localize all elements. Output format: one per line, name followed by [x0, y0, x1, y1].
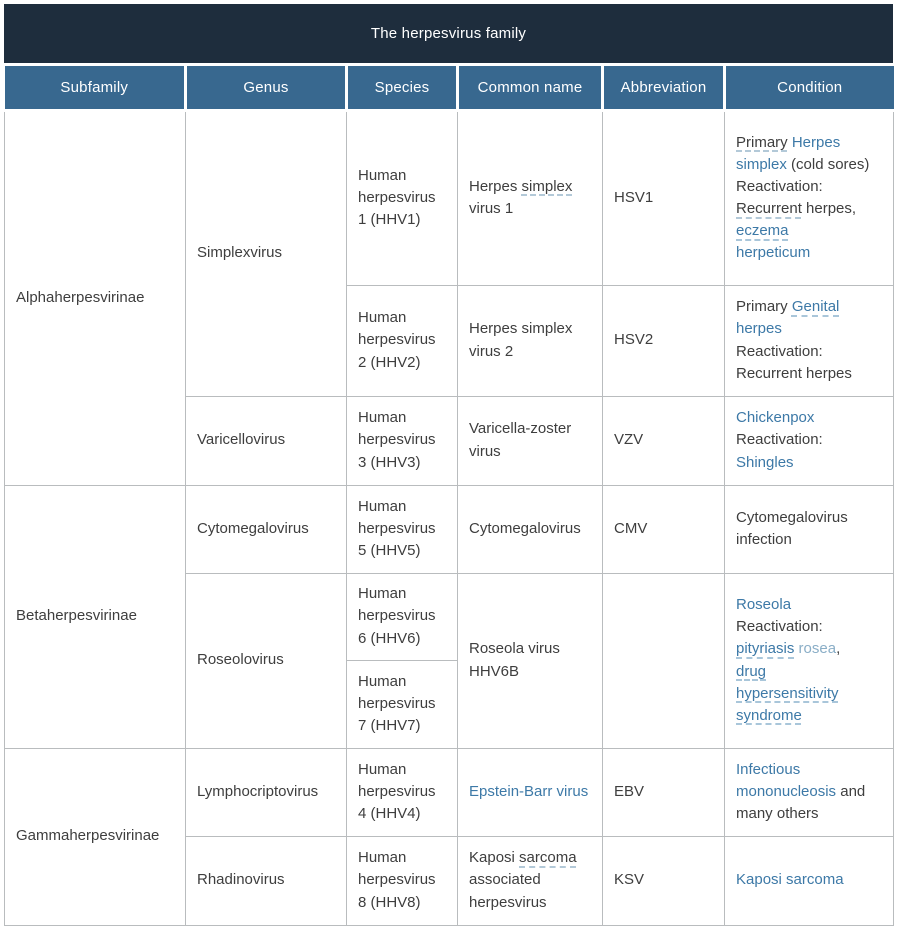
genus-label: Cytomegalovirus [197, 519, 309, 537]
cell-condition-hhv2 [725, 285, 894, 396]
link-herpes[interactable]: herpes [736, 320, 782, 338]
cell-abbreviation-hhv1 [603, 110, 725, 285]
condition-text: herpes, [801, 200, 857, 217]
link-shingles[interactable]: Shingles [736, 453, 794, 471]
term-recurrent[interactable]: Recurrent [736, 200, 802, 217]
link-chickenpox[interactable]: Chickenpox [736, 409, 815, 427]
cell-common-name-hhv4 [458, 748, 603, 836]
species-label: Human herpesvirus 4 (HHV4) [358, 760, 436, 823]
species-label: Human herpesvirus 2 (HHV2) [358, 309, 436, 371]
link-hypersensitivity-syndrome[interactable]: hypersensitivity syndrome [736, 684, 839, 724]
table-title-bar [4, 4, 893, 63]
column-header-condition: Condition [725, 66, 894, 110]
common-name-text: Herpes [469, 177, 522, 195]
condition-text: (cold sores) [786, 155, 870, 173]
common-name-text: virus 1 [469, 200, 514, 217]
herpesvirus-data-table [4, 66, 894, 926]
cell-abbreviation-hhv6-7 [603, 573, 725, 748]
table-row [5, 110, 894, 285]
species-label: Human herpesvirus 1 (HHV1) [358, 166, 436, 229]
condition-text: Reactivation: [736, 431, 823, 449]
link-herpeticum[interactable]: herpeticum [736, 244, 811, 262]
common-name-text: Varicella-zoster virus [469, 420, 572, 460]
cell-genus-lymphocriptovirus [186, 748, 347, 836]
table-row [5, 748, 894, 836]
cell-genus-roseolovirus [186, 573, 347, 748]
common-name-text: Cytomegalovirus [469, 519, 581, 537]
cell-species-hhv5 [347, 485, 458, 573]
cell-genus-rhadinovirus [186, 836, 347, 925]
common-name-text: Kaposi [469, 849, 520, 867]
condition-text: Reactivation: [736, 618, 823, 636]
cell-species-hhv3 [347, 396, 458, 485]
cell-subfamily-betaherpesvirinae [5, 485, 186, 748]
condition-text: and many others [736, 782, 866, 823]
species-label: Human herpesvirus 5 (HHV5) [358, 497, 436, 560]
cell-common-name-hhv5 [458, 485, 603, 573]
cell-genus-varicellovirus [186, 396, 347, 485]
abbreviation-label: HSV1 [614, 188, 654, 206]
subfamily-label: Gammaherpesvirinae [16, 827, 160, 845]
condition-text: Recurrent herpes [736, 364, 852, 382]
column-header-common-name: Common name [458, 66, 603, 110]
cell-condition-hhv1 [725, 110, 894, 285]
cell-genus-simplexvirus [186, 110, 347, 396]
link-rosea[interactable]: rosea [798, 640, 837, 658]
abbreviation-label: VZV [614, 431, 644, 449]
genus-label: Varicellovirus [197, 431, 286, 449]
cell-common-name-hhv3 [458, 396, 603, 485]
cell-condition-hhv5 [725, 485, 894, 573]
link-epstein-barr-virus[interactable]: Epstein-Barr virus [469, 782, 589, 800]
cell-condition-hhv4 [725, 748, 894, 836]
species-label: Human herpesvirus 8 (HHV8) [358, 849, 436, 911]
cell-condition-hhv3 [725, 396, 894, 485]
common-name-text: associated herpesvirus [469, 871, 547, 911]
species-label: Human herpesvirus 7 (HHV7) [358, 672, 436, 735]
link-eczema[interactable]: eczema [736, 222, 789, 240]
cell-species-hhv4 [347, 748, 458, 836]
condition-text: Reactivation: [736, 342, 823, 360]
header-row [5, 66, 894, 110]
species-label: Human herpesvirus 3 (HHV3) [358, 409, 436, 471]
link-infectious-mononucleosis[interactable]: Infectious mononucleosis [736, 760, 837, 800]
subfamily-label: Betaherpesvirinae [16, 607, 137, 625]
cell-species-hhv7 [347, 660, 458, 748]
cell-common-name-hhv8 [458, 836, 603, 925]
cell-abbreviation-hhv8 [603, 836, 725, 925]
link-roseola[interactable]: Roseola [736, 596, 792, 614]
link-drug[interactable]: drug [736, 662, 767, 680]
abbreviation-label: HSV2 [614, 331, 654, 349]
table-title: The herpesvirus family [370, 25, 527, 42]
table-row [5, 485, 894, 573]
common-name-text: Roseola virus HHV6B [469, 640, 560, 680]
genus-label: Lymphocriptovirus [197, 782, 319, 800]
cell-subfamily-alphaherpesvirinae [5, 110, 186, 485]
cell-species-hhv1 [347, 110, 458, 285]
subfamily-label: Alphaherpesvirinae [16, 288, 145, 306]
link-kaposi-sarcoma[interactable]: Kaposi sarcoma [736, 871, 844, 889]
abbreviation-label: EBV [614, 782, 645, 800]
term-primary[interactable]: Primary [736, 133, 788, 151]
column-header-species: Species [347, 66, 458, 110]
condition-text: Reactivation: [736, 177, 823, 195]
cell-species-hhv8 [347, 836, 458, 925]
cell-species-hhv6 [347, 573, 458, 660]
abbreviation-label: CMV [614, 519, 648, 537]
cell-condition-hhv6-7 [725, 573, 894, 748]
cell-abbreviation-hhv2 [603, 285, 725, 396]
herpesvirus-table [4, 4, 893, 926]
link-pityriasis[interactable]: pityriasis [736, 640, 795, 658]
abbreviation-label: KSV [614, 871, 645, 889]
cell-genus-cytomegalovirus [186, 485, 347, 573]
term-simplex[interactable]: simplex [521, 177, 573, 195]
column-header-abbreviation: Abbreviation [603, 66, 725, 110]
term-sarcoma[interactable]: sarcoma [519, 849, 577, 867]
condition-text: Primary [736, 298, 792, 316]
link-genital[interactable]: Genital [791, 298, 840, 316]
cell-species-hhv2 [347, 285, 458, 396]
cell-common-name-hhv2 [458, 285, 603, 396]
genus-label: Roseolovirus [197, 651, 284, 669]
common-name-text: Herpes simplex virus 2 [469, 320, 573, 360]
cell-abbreviation-hhv3 [603, 396, 725, 485]
column-header-genus: Genus [186, 66, 347, 110]
condition-text: , [836, 640, 841, 658]
genus-label: Simplexvirus [197, 244, 283, 262]
cell-condition-hhv8 [725, 836, 894, 925]
species-label: Human herpesvirus 6 (HHV6) [358, 585, 436, 647]
genus-label: Rhadinovirus [197, 871, 285, 889]
cell-common-name-hhv1 [458, 110, 603, 285]
link-herpes-simplex[interactable]: Herpes simplex [736, 133, 841, 173]
column-header-subfamily: Subfamily [5, 66, 186, 110]
cell-common-name-hhv6-7 [458, 573, 603, 748]
cell-abbreviation-hhv5 [603, 485, 725, 573]
cell-abbreviation-hhv4 [603, 748, 725, 836]
condition-text: Cytomegalovirus infection [736, 508, 848, 548]
cell-subfamily-gammaherpesvirinae [5, 748, 186, 925]
